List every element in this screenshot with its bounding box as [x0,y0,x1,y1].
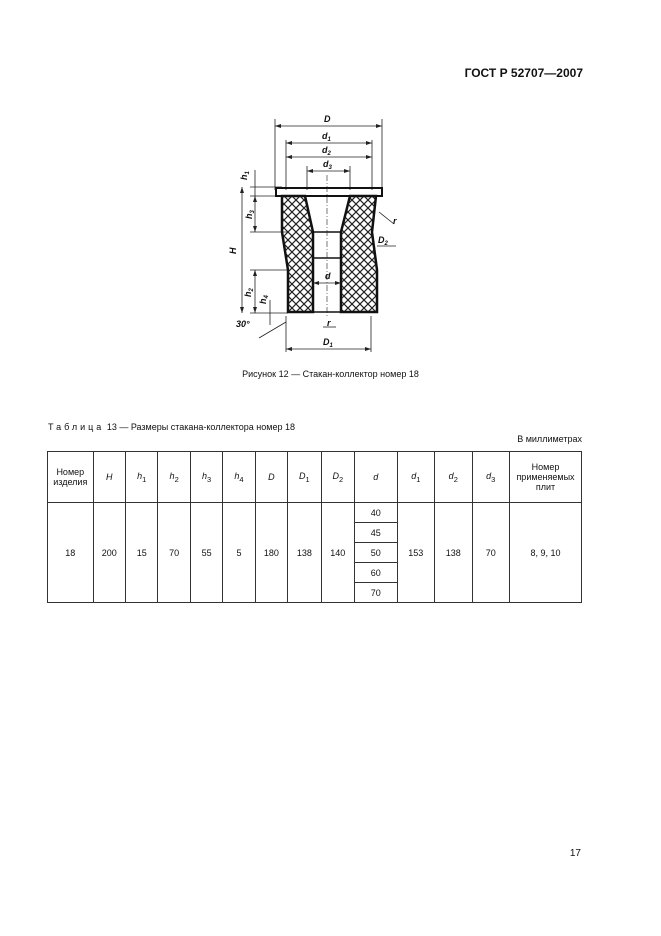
svg-text:h1: $h_1$ [239,171,251,180]
cell-d: 60 [355,563,398,583]
svg-text:H: H [228,247,238,254]
cell-d: 50 [355,543,398,563]
svg-text:30°: 30° [236,319,250,329]
cell-d3: 70 [472,503,509,603]
cell-plates: 8, 9, 10 [510,503,582,603]
cell-d: 40 [355,503,398,523]
cell-item-no: 18 [48,503,94,603]
cell-d: 45 [355,523,398,543]
cell-d2: 138 [435,503,472,603]
header-item-no: Номер изделия [48,452,94,503]
cell-d1: 153 [397,503,434,603]
cell-D: 180 [255,503,287,603]
svg-text:D1: $D_1$ [323,337,333,349]
header-H: H [93,452,125,503]
header-d1: $d_1$ [397,452,434,503]
header-d3: $d_3$ [472,452,509,503]
header-h3: $h_3$ [190,452,222,503]
header-plates: Номер применяемых плит [510,452,582,503]
table-title: Таблица 13 — Размеры стакана-коллектора номер 18 [48,422,295,432]
svg-text:D2: $D_2$ [378,235,388,247]
header-D: D [255,452,287,503]
page-number: 17 [569,848,581,859]
header-h2: $h_2$ [158,452,190,503]
right-wall [341,196,377,312]
svg-text:d1: $d_1$ [322,131,331,143]
cell-h3: 55 [190,503,222,603]
header-d2: $d_2$ [435,452,472,503]
svg-text:h4: $h_4$ [258,295,270,304]
svg-text:h2: $h_2$ [243,288,255,297]
cell-D1: 138 [288,503,321,603]
svg-text:h3: $h_3$ [244,210,256,219]
svg-text:D: D [324,114,331,124]
dimensions-table [47,451,582,603]
cell-D2: 140 [321,503,354,603]
svg-text:d: d [325,271,331,281]
svg-text:r: r [393,216,397,226]
svg-text:d2: $d_2$ [322,145,331,157]
header-D2: $D_2$ [321,452,354,503]
header-h1: $h_1$ [126,452,158,503]
units-note: В миллиметрах [517,434,582,444]
figure-caption: Рисунок 12 — Стакан-коллектор номер 18 [242,369,419,379]
header-D1: $D_1$ [288,452,321,503]
cell-H: 200 [93,503,125,603]
header-d: d [355,452,398,503]
header-h4: $h_4$ [223,452,255,503]
cell-h1: 15 [126,503,158,603]
table-header-row [48,452,582,503]
left-wall [282,196,313,312]
table-row [48,503,582,523]
svg-text:r: r [327,318,331,328]
cell-d: 70 [355,583,398,603]
cell-h2: 70 [158,503,190,603]
standard-code: ГОСТ Р 52707—2007 [464,66,583,80]
svg-text:d3: $d_3$ [323,159,332,171]
figure-drawing [225,112,410,357]
cell-h4: 5 [223,503,255,603]
